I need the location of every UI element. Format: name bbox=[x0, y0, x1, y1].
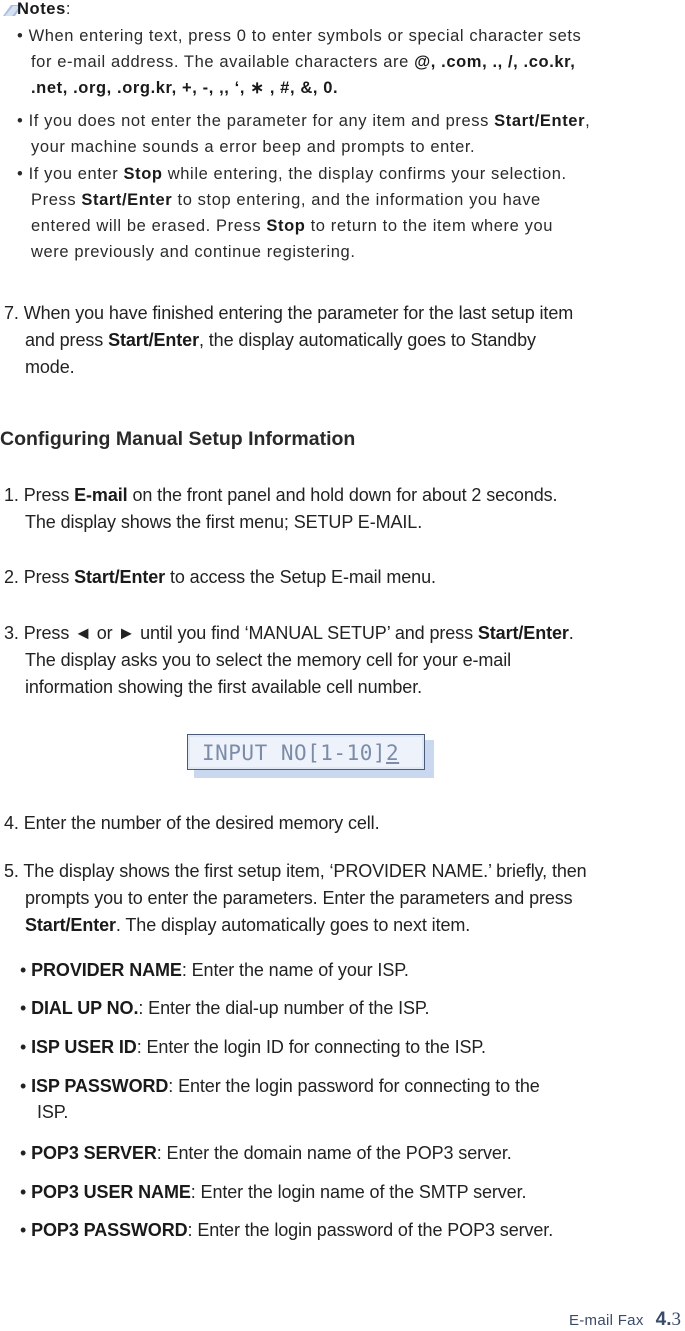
lcd-text: INPUT NO[1-10]2 bbox=[202, 741, 400, 765]
step-7-line-1: 7. When you have finished entering the parameter for the last setup item bbox=[4, 303, 574, 323]
notes-label: Notes: bbox=[17, 0, 72, 18]
lcd-cursor: 2 bbox=[386, 741, 400, 765]
bullet-isp-password: • ISP PASSWORD: Enter the login password for connecting to the bbox=[20, 1076, 540, 1096]
note-1-line-2: for e-mail address. The available characters are @, .com, ., /, .co.kr, bbox=[31, 53, 576, 71]
step-3-line-2: The display asks you to select the memory cell for your e-mail bbox=[25, 650, 511, 670]
step-5-line-3: Start/Enter. The display automatically goes to next item. bbox=[25, 915, 471, 935]
step-7-line-3: mode. bbox=[25, 357, 75, 377]
step-4: 4. Enter the number of the desired memory cell. bbox=[4, 813, 380, 833]
note-2-line-2: your machine sounds a error beep and prompts to enter. bbox=[31, 138, 476, 156]
step-2: 2. Press Start/Enter to access the Setup E-mail menu. bbox=[4, 567, 436, 587]
note-3-line-2: Press Start/Enter to stop entering, and the information you have bbox=[31, 191, 541, 209]
step-5-line-1: 5. The display shows the first setup item, ‘PROVIDER NAME.’ briefly, then bbox=[4, 861, 587, 881]
bullet-pop3-user-name: • POP3 USER NAME: Enter the login name of the SMTP server. bbox=[20, 1182, 527, 1202]
step-3-line-3: information showing the first available cell number. bbox=[25, 677, 423, 697]
note-3-line-3: entered will be erased. Press Stop to return to the item where you bbox=[31, 217, 554, 235]
section-heading: Configuring Manual Setup Information bbox=[0, 428, 356, 450]
note-1-line-3: .net, .org, .org.kr, +, -, ,, ‘, ∗ , #, &, 0. bbox=[31, 79, 339, 97]
note-3-line-1: • If you enter Stop while entering, the display confirms your selection. bbox=[17, 165, 567, 183]
step-5-line-2: prompts you to enter the parameters. Enter the parameters and press bbox=[25, 888, 573, 908]
step-7-line-2: and press Start/Enter, the display automatically goes to Standby bbox=[25, 330, 536, 350]
bullet-pop3-server: • POP3 SERVER: Enter the domain name of the POP3 server. bbox=[20, 1143, 512, 1163]
footer-chapter: 4. bbox=[655, 1309, 672, 1330]
note-1-line-1: • When entering text, press 0 to enter symbols or special character sets bbox=[17, 27, 582, 45]
bullet-dial-up-no: • DIAL UP NO.: Enter the dial-up number of the ISP. bbox=[20, 998, 430, 1018]
footer-section-name: E-mail Fax bbox=[568, 1312, 644, 1329]
step-1-line-2: The display shows the first menu; SETUP E-MAIL. bbox=[25, 512, 423, 532]
bullet-isp-user-id: • ISP USER ID: Enter the login ID for connecting to the ISP. bbox=[20, 1037, 486, 1057]
note-3-line-4: were previously and continue registering. bbox=[31, 243, 356, 261]
step-3-line-1: 3. Press ◄ or ► until you find ‘MANUAL SETUP’ and press Start/Enter. bbox=[4, 623, 574, 643]
note-2-line-1: • If you does not enter the parameter for any item and press Start/Enter, bbox=[17, 112, 591, 130]
bullet-isp-password-cont: ISP. bbox=[37, 1102, 69, 1122]
page-footer bbox=[569, 1309, 681, 1331]
step-1-line-1: 1. Press E-mail on the front panel and hold down for about 2 seconds. bbox=[4, 485, 558, 505]
footer-page-number: 3 bbox=[671, 1309, 681, 1330]
bullet-provider-name: • PROVIDER NAME: Enter the name of your ISP. bbox=[20, 960, 409, 980]
bullet-pop3-password: • POP3 PASSWORD: Enter the login password of the POP3 server. bbox=[20, 1220, 554, 1240]
